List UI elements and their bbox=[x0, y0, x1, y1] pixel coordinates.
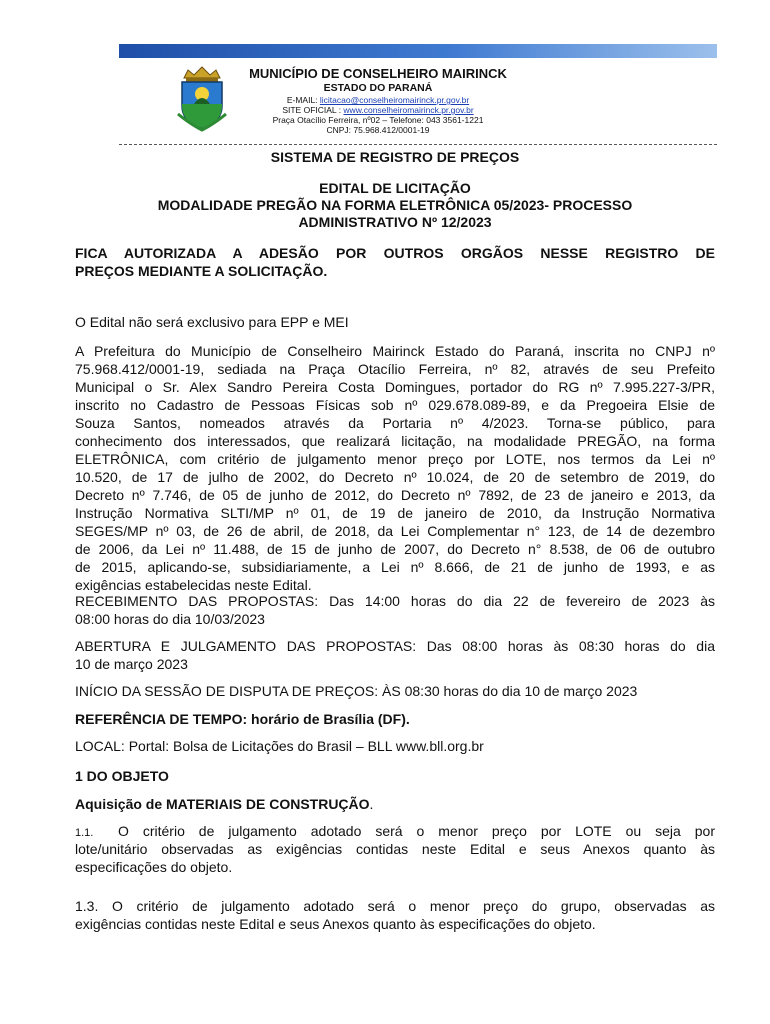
intro-line: 10.520, de 17 de julho de 2002, do Decreto nº 10.024, de 20 de setembro de 2019, do bbox=[75, 469, 715, 485]
cnpj-line: CNPJ: 75.968.412/0001-19 bbox=[326, 125, 430, 135]
item-1-3-line-2: exigências contidas neste Edital e seus Anexos quanto às especificações do objeto. bbox=[75, 916, 596, 932]
edital-title: EDITAL DE LICITAÇÃO bbox=[319, 180, 471, 196]
intro-line: Decreto nº 7.746, de 05 de junho de 2012, do Decreto nº 7892, de 23 de janeiro e 2013, da bbox=[75, 487, 715, 503]
intro-line: 75.968.412/0001-19, sediada na Praça Otacílio Ferreira, nº 82, através de seu Prefeito bbox=[75, 361, 715, 377]
receipt-line-2: 08:00 horas do dia 10/03/2023 bbox=[75, 611, 265, 627]
site-link[interactable]: www.conselheiromairinck.pr.gov.br bbox=[343, 105, 474, 115]
receipt-line-1: RECEBIMENTO DAS PROPOSTAS: Das 14:00 horas do dia 22 de fevereiro de 2023 às bbox=[75, 593, 715, 609]
intro-line: de 2006, da Lei nº 11.488, de 15 de junho de 2007, do Decreto n° 8.538, de 06 de outubro bbox=[75, 541, 715, 557]
item-1-1-line-3: especificações do objeto. bbox=[75, 859, 233, 875]
section-heading-object: 1 DO OBJETO bbox=[75, 768, 169, 784]
intro-line: A Prefeitura do Município de Conselheiro Mairinck Estado do Paraná, inscrita no CNPJ nº bbox=[75, 343, 715, 359]
intro-line: de 2015, aplicando-se, subsidiariamente, a Lei nº 8.666, de 21 de junho de 1993, e as bbox=[75, 559, 715, 575]
opening-line-2: 10 de março 2023 bbox=[75, 656, 188, 672]
item-1-3-line-1: 1.3. O critério de julgamento adotado será o menor preço do grupo, observadas as bbox=[75, 898, 715, 914]
session-start: INÍCIO DA SESSÃO DE DISPUTA DE PREÇOS: ÀS 08:30 horas do dia 10 de março 2023 bbox=[75, 683, 638, 699]
address-line: Praça Otacílio Ferreira, nº02 – Telefone: 043 3561-1221 bbox=[272, 115, 484, 125]
authorization-line-1: FICA AUTORIZADA A ADESÃO POR OUTROS ORGÃOS NESSE REGISTRO DE bbox=[75, 245, 715, 261]
email-link[interactable]: licitacao@conselheiromairinck.pr.gov.br bbox=[319, 95, 470, 105]
opening-line-1: ABERTURA E JULGAMENTO DAS PROPOSTAS: Das 08:00 horas às 08:30 horas do dia bbox=[75, 638, 715, 654]
item-1-1-line-2: lote/unitário observadas as exigências contidas neste Edital e seus Anexos quanto às bbox=[75, 841, 715, 857]
site-label: SITE OFICIAL : bbox=[282, 105, 344, 115]
header-divider bbox=[119, 144, 717, 145]
acquisition-line bbox=[75, 795, 715, 813]
modality-line-1: MODALIDADE PREGÃO NA FORMA ELETRÔNICA 05/2023- PROCESSO bbox=[157, 197, 633, 213]
time-reference: REFERÊNCIA DE TEMPO: horário de Brasília (DF). bbox=[75, 711, 410, 727]
header-color-bar bbox=[119, 44, 717, 58]
item-1-1-line-1 bbox=[75, 822, 715, 842]
intro-paragraph bbox=[75, 342, 715, 594]
email-label: E-MAIL: bbox=[286, 95, 320, 105]
item-1-1-text: O critério de julgamento adotado será o menor preço por LOTE ou seja por bbox=[118, 823, 715, 839]
intro-line: Instrução Normativa SLTI/MP nº 01, de 19 de janeiro de 2010, da Instrução Normativa bbox=[75, 505, 715, 521]
intro-line: inscrito no Cadastro de Pessoas Físicas sob nº 029.678.089-89, e da Pregoeira Elsie de bbox=[75, 397, 715, 413]
system-title: SISTEMA DE REGISTRO DE PREÇOS bbox=[270, 149, 520, 165]
item-1-1-number: 1.1. bbox=[75, 827, 94, 839]
municipal-coat-of-arms-icon bbox=[176, 64, 228, 132]
location-line: LOCAL: Portal: Bolsa de Licitações do Brasil – BLL www.bll.org.br bbox=[75, 738, 484, 754]
intro-line: exigências estabelecidas neste Edital. bbox=[75, 577, 312, 593]
state-name: ESTADO DO PARANÁ bbox=[323, 82, 433, 94]
municipality-name: MUNICÍPIO DE CONSELHEIRO MAIRINCK bbox=[249, 66, 507, 81]
intro-line: conhecimento dos interessados, que realizará licitação, na modalidade PREGÃO, na forma bbox=[75, 433, 715, 449]
intro-line: ELETRÔNICA, com critério de julgamento menor preço por LOTE, nos termos da Lei nº bbox=[75, 451, 715, 467]
intro-line: Municipal o Sr. Alex Sandro Pereira Costa Domingues, portador do RG nº 7.995.227-3/PR, bbox=[75, 379, 715, 395]
authorization-line-2: PREÇOS MEDIANTE A SOLICITAÇÃO. bbox=[75, 263, 328, 279]
exclusive-notice: O Edital não será exclusivo para EPP e MEI bbox=[75, 314, 349, 330]
modality-line-2: ADMINISTRATIVO Nº 12/2023 bbox=[298, 214, 492, 230]
email-line bbox=[228, 95, 528, 105]
site-line bbox=[228, 105, 528, 115]
intro-line: Souza Santos, nomeados através da Portaria nº 4/2023. Torna-se público, para bbox=[75, 415, 715, 431]
acquisition-bold: Aquisição de MATERIAIS DE CONSTRUÇÃO bbox=[75, 796, 370, 812]
acquisition-end: . bbox=[369, 796, 374, 812]
intro-line: SEGES/MP nº 03, de 26 de abril, de 2018, da Lei Complementar n° 123, de 14 de dezembro bbox=[75, 523, 715, 539]
